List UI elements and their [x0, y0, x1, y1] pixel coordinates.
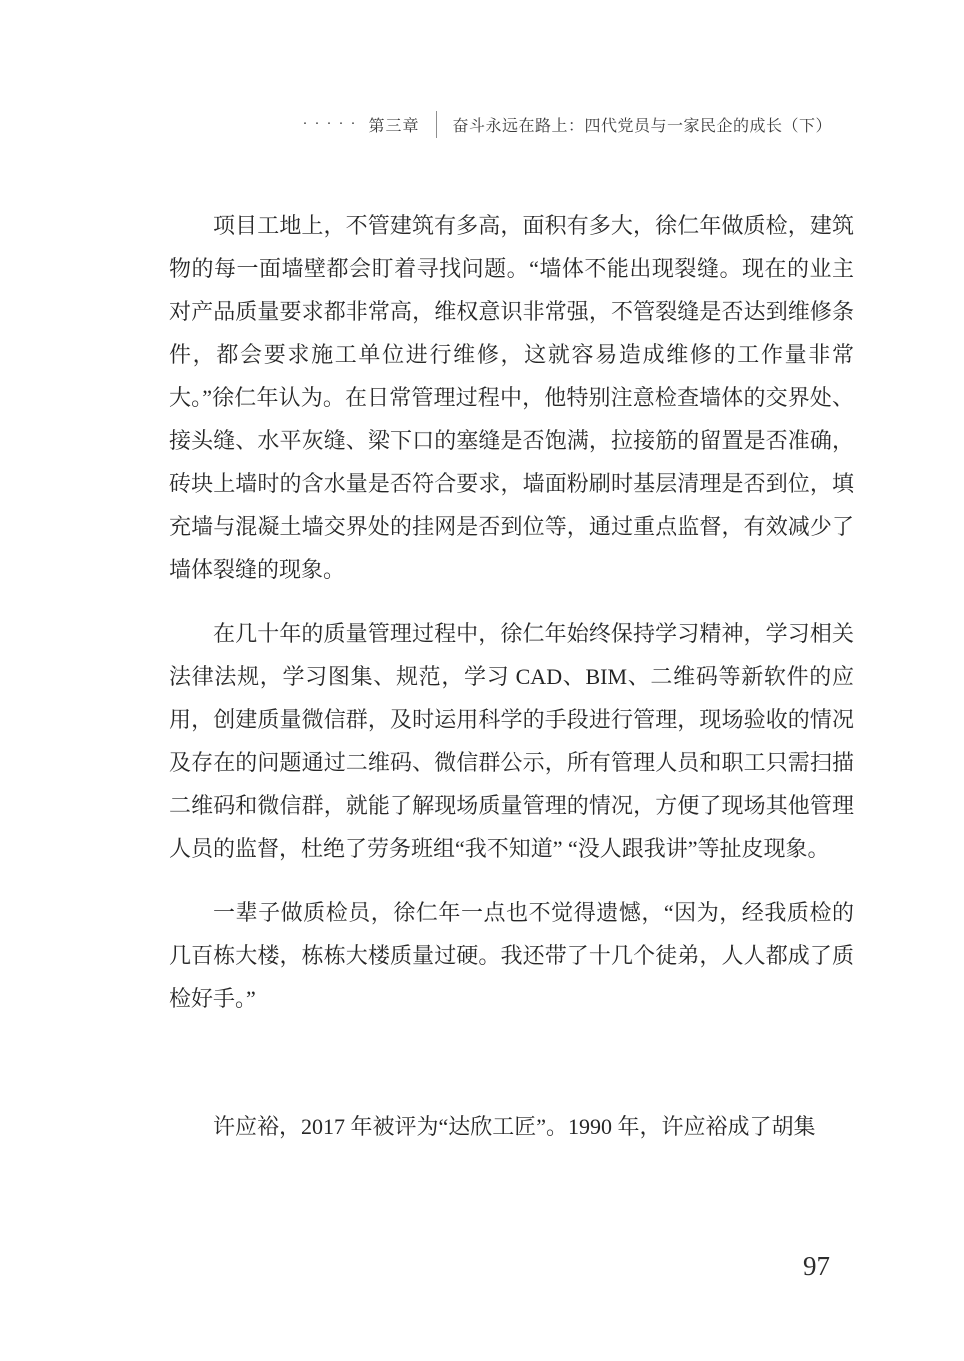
- paragraph-2: 在几十年的质量管理过程中，徐仁年始终保持学习精神，学习相关法律法规，学习图集、规范，学习 CAD、BIM、二维码等新软件的应用，创建质量微信群，及时运用科学的手段进行管理，现场验收的情况及存在的问题通过二维码、微信群公示，所有管理人员和职工只需扫描二维码和微信群，就能了解现场质量管理的情况，方便了现场其他管理人员的监督，杜绝了劳务班组“我不知道” “没人跟我讲”等扯皮现象。: [169, 621, 854, 861]
- header-dots: ·····: [302, 114, 363, 131]
- page-number: 97: [803, 1251, 830, 1281]
- paragraph-3: 一辈子做质检员，徐仁年一点也不觉得遗憾，“因为，经我质检的几百栋大楼，栋栋大楼质量过硬。我还带了十几个徒弟，人人都成了质检好手。”: [169, 900, 854, 1011]
- page-content: [169, 204, 854, 1169]
- running-header: [302, 111, 832, 138]
- chapter-label: 第三章: [368, 118, 420, 135]
- header-divider: [436, 111, 437, 138]
- paragraph-4: 许应裕，2017 年被评为“达欣工匠”。1990 年，许应裕成了胡集: [213, 1114, 816, 1139]
- paragraph-1: 项目工地上，不管建筑有多高，面积有多大，徐仁年做质检，建筑物的每一面墙壁都会盯着寻找问题。“墙体不能出现裂缝。现在的业主对产品质量要求都非常高，维权意识非常强，不管裂缝是否达到维修条件，都会要求施工单位进行维修，这就容易造成维修的工作量非常大。”徐仁年认为。在日常管理过程中，他特别注意检查墙体的交界处、接头缝、水平灰缝、梁下口的塞缝是否饱满，拉接筋的留置是否准确，砖块上墙时的含水量是否符合要求，墙面粉刷时基层清理是否到位，填充墙与混凝土墙交界处的挂网是否到位等，通过重点监督，有效减少了墙体裂缝的现象。: [169, 213, 854, 582]
- chapter-title: 奋斗永远在路上：四代党员与一家民企的成长（下）: [452, 118, 832, 135]
